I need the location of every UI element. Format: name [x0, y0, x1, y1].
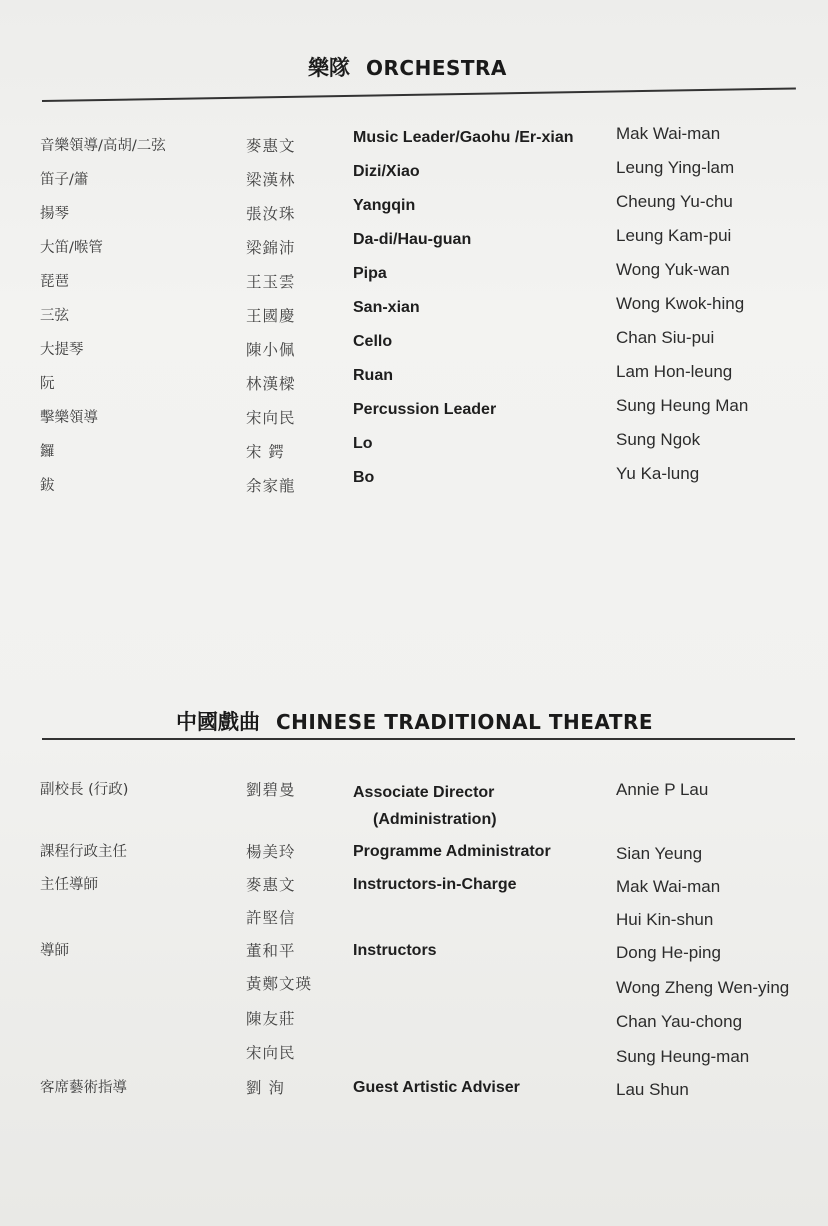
chinese-role: 鈸: [40, 478, 55, 494]
chinese-role: 音樂領導/高胡/二弦: [40, 138, 166, 154]
english-name: Sung Heung-man: [616, 1047, 750, 1066]
chinese-name: 劉碧曼: [246, 781, 296, 799]
chinese-name: 梁錦沛: [246, 239, 296, 257]
english-name: Annie P Lau: [616, 780, 709, 799]
english-name: Sian Yeung: [616, 844, 703, 863]
chinese-name: 王玉雲: [246, 273, 296, 291]
list-item: [0, 1008, 828, 1042]
chinese-name: 黃鄭文瑛: [246, 975, 313, 993]
english-role: Ruan: [353, 367, 393, 384]
english-name: Dong He-ping: [616, 943, 721, 962]
orchestra-title-en: ORCHESTRA: [366, 56, 507, 80]
chinese-name: 陳友莊: [246, 1010, 296, 1028]
theatre-divider: [42, 738, 795, 740]
theatre-title-zh: 中國戲曲: [176, 710, 260, 734]
english-role: [353, 779, 573, 833]
english-role: Music Leader/Gaohu /Er-xian: [353, 129, 574, 146]
chinese-role: 大笛/喉管: [40, 240, 103, 256]
english-role: Dizi/Xiao: [353, 163, 420, 180]
chinese-role: 揚琴: [40, 206, 69, 222]
list-item: [0, 973, 828, 1007]
english-role: Da-di/Hau-guan: [353, 231, 472, 248]
english-role: Percussion Leader: [353, 401, 497, 418]
chinese-name: 梁漢林: [246, 171, 296, 189]
english-name: Sung Ngok: [616, 430, 701, 449]
chinese-role: 大提琴: [40, 342, 84, 358]
chinese-role: 主任導師: [40, 877, 98, 893]
chinese-name: 董和平: [246, 942, 296, 960]
english-name: Wong Yuk-wan: [616, 260, 730, 279]
english-name: Cheung Yu-chu: [616, 192, 733, 211]
english-role: Yangqin: [353, 197, 416, 214]
english-name: Lau Shun: [616, 1080, 689, 1099]
orchestra-divider: [42, 87, 796, 102]
english-name: Wong Zheng Wen-ying: [616, 978, 790, 997]
english-role: Cello: [353, 333, 393, 350]
english-name: Mak Wai-man: [616, 124, 721, 143]
list-item: [0, 430, 828, 475]
english-role: Instructors-in-Charge: [353, 876, 517, 893]
chinese-name: 林漢樑: [246, 375, 296, 393]
list-item: [0, 779, 828, 839]
theatre-heading: [176, 706, 653, 736]
english-role: San-xian: [353, 299, 420, 316]
chinese-name: 許堅信: [246, 909, 296, 927]
english-role: Guest Artistic Adviser: [353, 1079, 520, 1096]
english-name: Hui Kin-shun: [616, 910, 714, 929]
chinese-name: 余家龍: [246, 477, 296, 495]
chinese-role: 擊樂領導: [40, 410, 98, 426]
english-name: Sung Heung Man: [616, 396, 749, 415]
list-item: [0, 940, 828, 974]
chinese-role: 客席藝術指導: [40, 1080, 127, 1096]
english-name: Leung Kam-pui: [616, 226, 732, 245]
list-item: [0, 841, 828, 875]
english-name: Mak Wai-man: [616, 877, 721, 896]
chinese-name: 宋 鍔: [246, 443, 285, 461]
english-role-line2: (Administration): [373, 811, 497, 828]
english-role-line1: Associate Director: [353, 784, 495, 801]
english-role: Lo: [353, 435, 373, 452]
chinese-name: 張汝珠: [246, 205, 296, 223]
list-item: [0, 1077, 828, 1111]
english-role: Bo: [353, 469, 375, 486]
chinese-name: 陳小佩: [246, 341, 296, 359]
list-item: [0, 907, 828, 941]
chinese-role: 笛子/簫: [40, 172, 89, 188]
chinese-role: 導師: [40, 943, 69, 959]
chinese-name: 宋向民: [246, 409, 296, 427]
chinese-role: 阮: [40, 376, 55, 392]
english-role: Instructors: [353, 942, 437, 959]
chinese-role: 琵琶: [40, 274, 69, 290]
english-name: Leung Ying-lam: [616, 158, 735, 177]
chinese-name: 麥惠文: [246, 876, 296, 894]
list-item: [0, 464, 828, 509]
english-name: Wong Kwok-hing: [616, 294, 745, 313]
chinese-name: 宋向民: [246, 1044, 296, 1062]
english-name: Lam Hon-leung: [616, 362, 733, 381]
chinese-role: 課程行政主任: [40, 844, 127, 860]
chinese-role: 三弦: [40, 308, 69, 324]
list-item: [0, 1042, 828, 1076]
chinese-role: 副校長 (行政): [40, 782, 129, 798]
theatre-title-en: CHINESE TRADITIONAL THEATRE: [276, 710, 654, 734]
list-item: [0, 874, 828, 908]
chinese-name: 楊美玲: [246, 843, 296, 861]
english-role: Pipa: [353, 265, 387, 282]
chinese-name: 劉 洵: [246, 1079, 285, 1097]
english-name: Chan Siu-pui: [616, 328, 715, 347]
chinese-name: 麥惠文: [246, 137, 296, 155]
chinese-role: 鑼: [40, 444, 55, 460]
english-name: Yu Ka-lung: [616, 464, 700, 483]
list-item: [0, 396, 828, 441]
english-name: Chan Yau-chong: [616, 1012, 743, 1031]
english-role: Programme Administrator: [353, 843, 551, 860]
orchestra-heading: [308, 52, 507, 82]
chinese-name: 王國慶: [246, 307, 296, 325]
orchestra-title-zh: 樂隊: [308, 56, 350, 80]
